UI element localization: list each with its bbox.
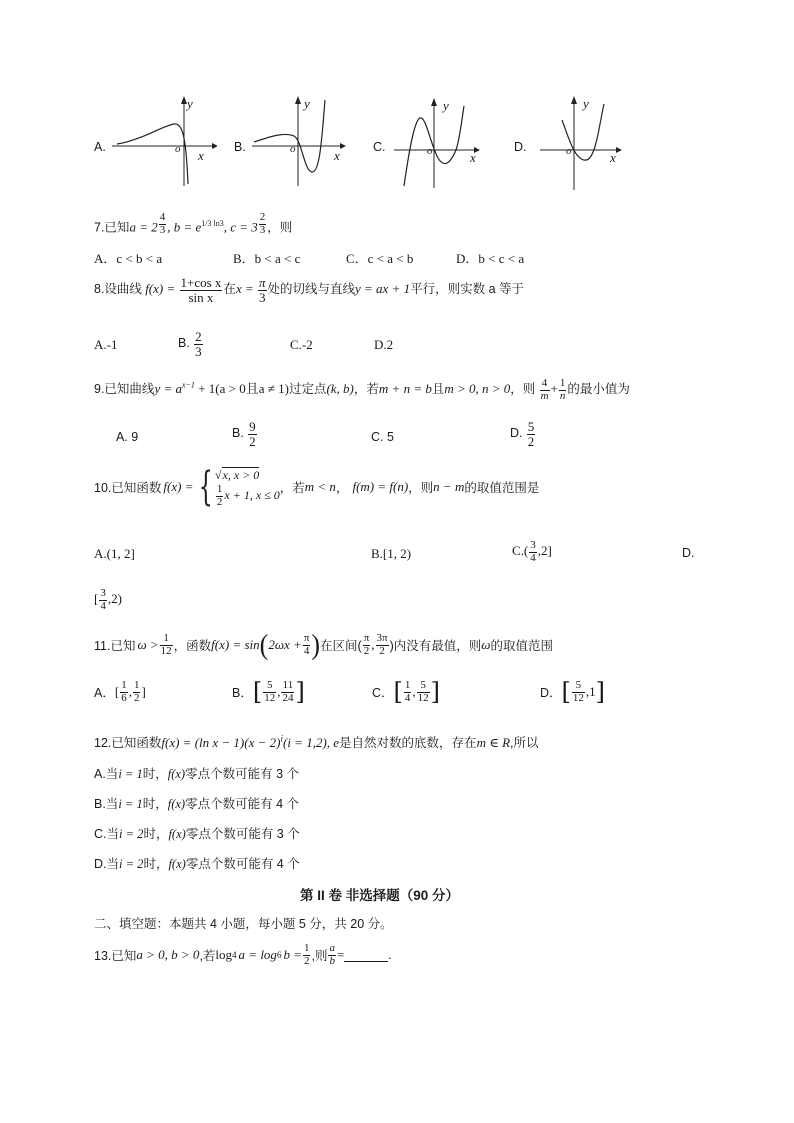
- q8-pi: π: [258, 275, 266, 290]
- question-8: [94, 276, 524, 304]
- q7-c: , c = 3: [223, 219, 258, 235]
- q10-option-a[interactable]: A.(1, 2]: [94, 546, 135, 561]
- q10-option-d-open: [: [94, 591, 99, 607]
- q13-tail: .: [388, 947, 392, 963]
- q13-frac-half: [303, 943, 311, 967]
- graph-c-origin: o: [427, 145, 433, 157]
- graph-c-y-arrow: [431, 98, 437, 106]
- q7-a: a = 2: [129, 219, 158, 235]
- graph-b-y-label: y: [304, 96, 310, 111]
- q9-f2d: n: [559, 389, 566, 402]
- q13-half-n: 1: [303, 942, 310, 954]
- q9-plus: +: [550, 381, 558, 397]
- q11-tail: )内没有最值，则: [389, 639, 482, 653]
- graph-option-a-letter: A.: [94, 140, 106, 154]
- q7-lead: 7.已知: [94, 220, 130, 235]
- q11-frac-pi4: [303, 633, 311, 657]
- q13-lead: 13.已知: [94, 949, 137, 964]
- graph-a-y-label: y: [187, 96, 193, 111]
- q13-eq: =: [336, 947, 345, 963]
- q13-log1-arg: a = log: [238, 947, 277, 963]
- q11-option-b-letter: B．: [232, 686, 253, 700]
- q10-option-c-open: C.(: [512, 543, 529, 559]
- graph-a[interactable]: [112, 96, 217, 188]
- q11-mid2: 在区间(: [320, 639, 362, 653]
- q12-option-a[interactable]: A.当i = 1时，f(x)零点个数可能有 3 个: [94, 767, 300, 781]
- q9-curve: y = a: [154, 381, 182, 397]
- q8-option-d[interactable]: D.2: [374, 337, 394, 352]
- q11-i2n: 3π: [376, 631, 388, 644]
- graph-option-c-letter: C.: [373, 140, 386, 154]
- q8-mid2: 处的切线与直线: [267, 282, 356, 297]
- section-instructions: 二、填空题：本题共 4 小题，每小题 5 分，共 20 分。: [94, 917, 393, 931]
- question-13: [94, 943, 392, 967]
- q11-opt-a-n1: 1: [121, 679, 127, 691]
- q11-pi-den: 4: [303, 644, 310, 657]
- q10-fx: f(x) =: [163, 479, 194, 495]
- graph-b-curve: [254, 100, 325, 172]
- q13-answer-blank[interactable]: [344, 949, 388, 962]
- graph-d-y-arrow: [571, 96, 577, 104]
- q8-pi-third: [258, 276, 267, 304]
- q13-mid: ,若: [199, 949, 216, 964]
- q13-ab-n: a: [329, 942, 335, 954]
- q10-mid: ，若: [279, 481, 305, 496]
- q12-option-b[interactable]: B.当i = 1时，f(x)零点个数可能有 4 个: [94, 797, 300, 811]
- q8-option-b[interactable]: [178, 330, 204, 358]
- section-title: 第 II 卷 非选择题（90 分）: [300, 888, 460, 903]
- q11-lead: 11.已知: [94, 639, 136, 653]
- q11-option-d[interactable]: D． [ $\frac{5}{12}$ ,1 ]: [540, 678, 606, 706]
- graph-option-d-letter: D.: [514, 140, 527, 154]
- q11-comma: ,: [371, 637, 375, 652]
- graph-c[interactable]: [394, 98, 484, 190]
- q11-fx: f(x) = sin: [211, 637, 260, 652]
- q11-opt-d-d1: 12: [572, 691, 584, 704]
- q8-mid1: 在: [223, 282, 236, 297]
- q13-log2-arg: b =: [283, 947, 302, 963]
- q13-log2-sub: 6: [276, 950, 282, 961]
- q9-option-b[interactable]: [232, 420, 258, 448]
- q7-c-exp: 2 3: [259, 211, 266, 236]
- q9-option-b-fraction: [248, 420, 257, 448]
- q9-mid2: ，若: [353, 382, 379, 397]
- q11-i1d: 2: [363, 644, 370, 657]
- q13-log1-sub: 4: [232, 950, 237, 961]
- q10-tail: 的取值范围是: [464, 481, 540, 496]
- q8-den: sin x: [188, 289, 214, 305]
- q11-mid: ，函数: [173, 639, 212, 653]
- q12-cond: m ∈ R: [476, 735, 511, 750]
- q8-xeq: x =: [235, 281, 254, 297]
- q9-f1n: 4: [540, 378, 550, 391]
- q12-option-c[interactable]: C.当i = 2时，f(x)零点个数可能有 3 个: [94, 827, 300, 841]
- q9-mid: 过定点: [288, 382, 327, 397]
- graph-a-x-label: x: [198, 148, 204, 163]
- q9-curve2: + 1(a > 0且a ≠ 1): [194, 381, 289, 397]
- q10-option-b[interactable]: B.[1, 2): [371, 546, 412, 561]
- graph-b-x-arrow: [340, 143, 346, 149]
- q13-frac-ab: [328, 943, 336, 967]
- q8-num: 1+cos x: [180, 275, 222, 290]
- graph-b-x-label: x: [334, 148, 340, 163]
- q11-opt-d-tail: ,1: [585, 684, 596, 699]
- question-7: [94, 212, 292, 236]
- q13-cond: a > 0, b > 0: [136, 947, 200, 963]
- question-11: [94, 630, 553, 660]
- q10-opt-c-den: 4: [530, 551, 536, 564]
- q9-point: (k, b): [326, 381, 354, 397]
- q12-fx-tail: (i = 1,2), e: [282, 735, 340, 750]
- q10-option-c-tail: ,2]: [537, 543, 552, 559]
- q11-left-paren-icon: (: [259, 628, 269, 661]
- q13-ab-d: b: [329, 954, 335, 967]
- graph-d-y-label: y: [583, 96, 589, 111]
- graph-d-origin: o: [566, 145, 572, 157]
- q10-case2-den: 2: [216, 495, 223, 508]
- q9-option-d-fraction: [527, 420, 536, 448]
- q8-opt-b-num: 2: [195, 329, 202, 344]
- q12-mid: 是自然对数的底数，存在: [339, 736, 477, 750]
- q10-option-d-fraction: [99, 588, 107, 612]
- question-12: [94, 733, 539, 751]
- q11-option-c-letter: C．: [372, 686, 394, 700]
- q12-exp: i: [280, 733, 283, 744]
- q9-option-a[interactable]: A. 9: [116, 430, 139, 444]
- graph-a-x-arrow: [212, 143, 217, 149]
- q11-opt-b-d1: 12: [264, 691, 276, 704]
- q11-option-a-letter: A．: [94, 686, 115, 701]
- q7-a-exp: 4 3: [159, 211, 166, 236]
- q11-opt-b-n1: 5: [263, 680, 276, 693]
- graph-d-x-label: x: [610, 150, 616, 165]
- q10-expr: n − m: [433, 479, 465, 495]
- q10-brace-icon: {: [199, 464, 214, 511]
- q7-option-b[interactable]: B．b < a < c: [233, 251, 301, 266]
- q7-option-c[interactable]: C．c < a < b: [346, 251, 414, 266]
- q11-opt-c-n1: 1: [404, 678, 411, 691]
- question-9: [94, 378, 630, 402]
- q9-frac-4m: [540, 378, 550, 402]
- q11-option-b[interactable]: B． [ $\frac{5}{12}$ , $\frac{11}{24}$ ]: [232, 678, 305, 706]
- q11-frac-interval-left: [363, 633, 371, 657]
- q11-tail2: 的取值范围: [490, 639, 553, 653]
- q11-w-den: 12: [160, 644, 172, 657]
- q8-line: y = ax + 1: [355, 281, 411, 297]
- q12-tail: ,所以: [510, 736, 539, 750]
- graph-d-x-arrow: [616, 147, 622, 153]
- q11-opt-c-n2: 5: [417, 680, 430, 693]
- q8-option-b-letter: B.: [178, 336, 190, 351]
- q10-case1-text: x, x > 0: [222, 468, 260, 482]
- q13-mid2: ,则: [311, 949, 328, 964]
- q11-frac-omega: [160, 633, 173, 657]
- q9-exp: x−1: [181, 380, 195, 390]
- q9-mid3: 且: [431, 382, 445, 397]
- q8-lead: 8.设曲线: [94, 282, 142, 297]
- q11-inner: 2ωx +: [268, 637, 302, 652]
- q10-option-d-tail: ,2): [107, 591, 122, 607]
- q11-pi-num: π: [303, 631, 310, 644]
- q8-fx: f(x) =: [145, 281, 176, 297]
- q9-opt-b-den: 2: [249, 433, 256, 449]
- graph-b-origin: o: [290, 143, 296, 155]
- q8-tail: 平行，则实数 a 等于: [410, 282, 525, 297]
- q8-option-b-fraction: [194, 330, 203, 358]
- q11-tail-omega: ω: [481, 637, 491, 652]
- q11-opt-c-d1: 4: [404, 691, 411, 704]
- graph-b-y-arrow: [295, 96, 301, 104]
- q10-lead: 10.已知函数: [94, 481, 162, 496]
- q9-opt-d-den: 2: [527, 433, 535, 449]
- q9-f1d: m: [540, 389, 549, 402]
- q13-log1: log: [215, 947, 233, 963]
- q8-option-a[interactable]: A.-1: [94, 337, 118, 352]
- q11-opt-c-d2: 12: [417, 691, 429, 704]
- q11-frac-interval-right: [376, 633, 389, 657]
- q10-case-1: √x, x > 0: [214, 468, 260, 482]
- graph-c-x-label: x: [470, 150, 476, 165]
- graph-b[interactable]: [252, 96, 348, 188]
- q7-b-exp: 1/3 ln3: [201, 219, 224, 229]
- graph-a-origin: o: [175, 143, 181, 155]
- q9-option-d[interactable]: [510, 420, 536, 448]
- q12-option-d[interactable]: D.当i = 2时，f(x)零点个数可能有 4 个: [94, 857, 300, 871]
- q12-fx: f(x) = (ln x − 1)(x − 2): [161, 735, 281, 750]
- q10-option-d[interactable]: [94, 588, 122, 612]
- q10-case2-num: 1: [216, 483, 223, 495]
- q10-option-d-letter[interactable]: D.: [682, 546, 695, 560]
- q12-lead: 12.已知函数: [94, 736, 162, 750]
- q7-b: , b = e: [167, 219, 202, 235]
- q9-cond2: m > 0, n > 0: [444, 381, 511, 397]
- q10-opt-d-den: 4: [100, 599, 106, 612]
- q9-tail: 的最小值为: [567, 382, 630, 397]
- q9-opt-b-num: 9: [249, 419, 256, 434]
- q10-mid3: ，则: [408, 481, 434, 496]
- q10-cases: [215, 466, 280, 508]
- q11-option-c[interactable]: C． [ $\frac{1}{4}$ , $\frac{5}{12}$ ]: [372, 678, 441, 706]
- q10-piecewise: [193, 464, 280, 511]
- q11-i2d: 2: [379, 644, 385, 657]
- q10-option-c-fraction: [529, 540, 537, 564]
- q10-mid2: ，: [335, 481, 349, 496]
- q11-opt-b-d2: 24: [282, 691, 294, 704]
- q8-fraction: [180, 276, 223, 304]
- q9-lead: 9.已知曲线: [94, 382, 155, 397]
- q10-opt-d-num: 3: [100, 587, 106, 599]
- q10-case2-text: x + 1, x ≤ 0: [224, 487, 280, 502]
- q11-w-num: 1: [160, 633, 173, 646]
- question-10: [94, 464, 540, 511]
- q10-cond2: f(m) = f(n): [352, 479, 409, 495]
- q11-opt-a-n2: 1: [133, 679, 140, 691]
- q9-opt-d-num: 5: [527, 419, 535, 434]
- q9-cond: m + n = b: [378, 381, 432, 397]
- q9-option-d-letter: D.: [510, 426, 523, 441]
- q9-frac-1n: [559, 378, 567, 402]
- q10-cond: m < n: [304, 479, 336, 495]
- q9-mid4: ，则: [510, 382, 536, 397]
- q9-option-c[interactable]: C. 5: [371, 430, 394, 444]
- q9-f2n: 1: [559, 377, 566, 389]
- q13-half-d: 2: [303, 954, 310, 967]
- q11-opt-a-d1: 6: [121, 691, 127, 704]
- q11-i1n: π: [363, 631, 370, 644]
- q10-opt-c-num: 3: [530, 539, 536, 551]
- q11-option-a[interactable]: A． [ $\frac{1}{6}$ , $\frac{1}{2}$ ]: [94, 679, 146, 704]
- graph-option-b-letter: B.: [234, 140, 246, 154]
- q8-option-c[interactable]: C.-2: [290, 337, 313, 352]
- q8-opt-b-den: 3: [195, 343, 202, 359]
- q11-opt-b-n2: 11: [282, 678, 294, 691]
- q8-three: 3: [258, 289, 266, 305]
- q11-right-paren-icon: ): [311, 628, 321, 661]
- graph-c-y-label: y: [443, 98, 449, 113]
- q11-opt-d-n1: 5: [572, 680, 585, 693]
- q11-option-d-letter: D．: [540, 686, 562, 700]
- q10-option-c[interactable]: [512, 540, 552, 564]
- q11-omega: ω >: [137, 637, 159, 652]
- q9-option-b-letter: B.: [232, 426, 244, 441]
- q7-option-a[interactable]: A．c < b < a: [94, 251, 163, 266]
- q10-case-2: [215, 484, 280, 508]
- q11-opt-a-d2: 2: [133, 691, 140, 704]
- q7-option-d[interactable]: D．b < c < a: [456, 251, 525, 266]
- q7-tail: ，则: [267, 220, 293, 235]
